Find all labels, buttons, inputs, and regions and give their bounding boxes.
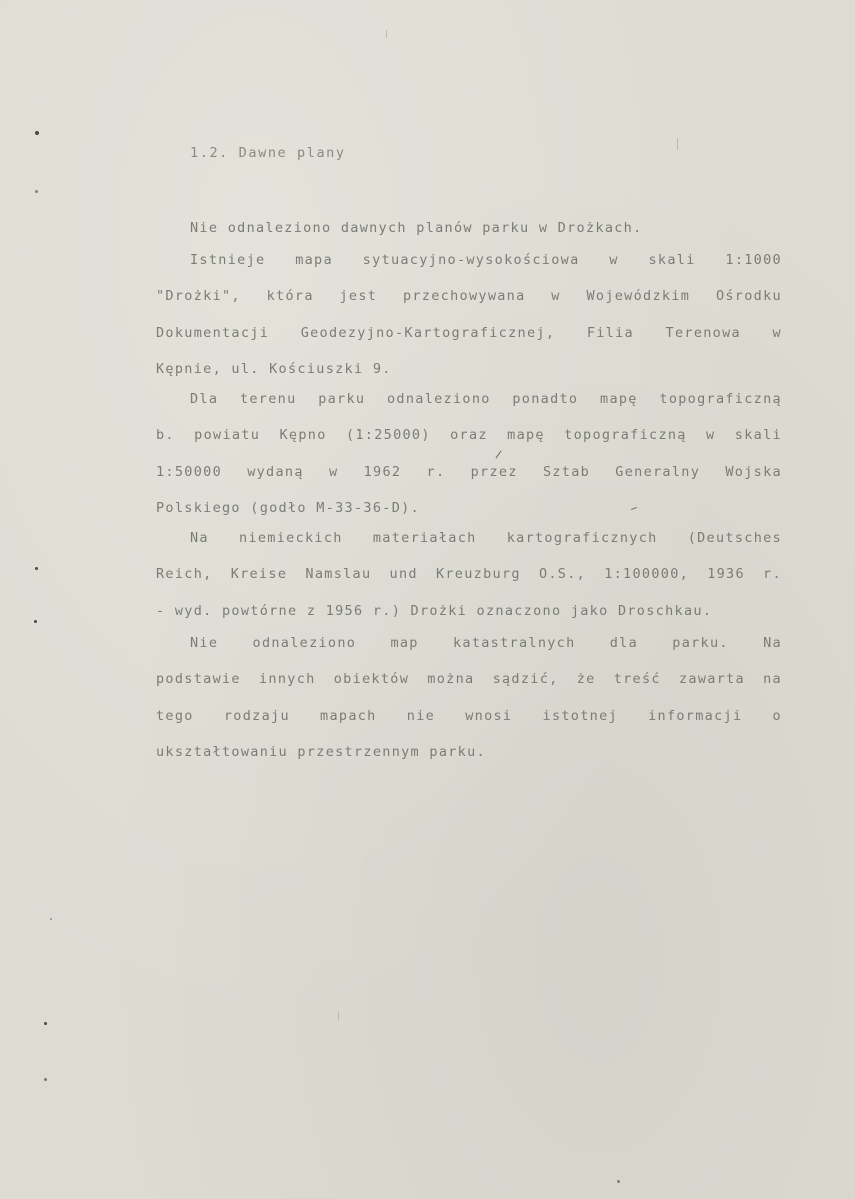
word: dla [609,635,639,651]
paragraph-5 [156,625,782,770]
word: można [427,671,475,688]
word: Wojewódzkim [586,288,691,305]
word: und [389,566,418,583]
word: terenu [239,391,297,407]
word: innych [259,671,316,688]
word: na [763,671,782,688]
text-line: Nie odnaleziono dawnych planów parku w Drożkach. [190,220,643,236]
word: treść [613,671,661,688]
word: odnaleziono [252,635,357,651]
word: skali [734,427,782,444]
text-line [156,698,782,734]
word: wnosi [465,707,513,724]
paragraph-1 [156,210,782,246]
word: parku. [672,635,729,651]
word: skali [648,252,696,268]
word: Kreise [230,566,288,583]
word: mapę [600,391,638,407]
word: sytuacyjno-wysokościowa [362,252,580,268]
word: przechowywana [402,288,526,305]
scan-speck [44,1078,47,1081]
text-line [156,417,782,453]
scan-speck [35,131,39,135]
text-line [156,315,782,351]
word: wydaną [247,463,304,480]
word: Reich, [156,566,213,583]
text-line [156,661,782,697]
word: parku [318,391,366,407]
text-line [156,454,782,490]
word: Istnieje [190,252,266,268]
word: 1962 [363,463,402,480]
word: Wojska [725,463,782,480]
scan-speck [50,918,52,920]
scan-speck [44,1022,47,1025]
text-line: - wyd. powtórne z 1956 r.) Drożki oznaczono jako Droschkau. [156,602,713,619]
word: w [772,324,782,341]
text-line [156,242,782,278]
word: Na [190,530,209,546]
paragraph-2 [156,242,782,387]
text-line: Kępnie, ul. Kościuszki 9. [156,360,392,377]
word: 1:50000 [156,463,222,480]
word: w [706,427,716,444]
text-line [156,278,782,314]
word: podstawie [156,671,241,688]
word: O.S., [538,566,587,583]
paragraph-3 [156,381,782,526]
text-line: Polskiego (godło M-33-36-D). [156,499,420,516]
word: katastralnych [452,635,576,651]
word: która [266,288,314,305]
word: informacji [648,707,743,724]
word: rodzaju [223,707,290,724]
word: odnaleziono [386,391,491,407]
word: mapę [507,427,545,444]
word: Filia [586,324,634,341]
word: Dla [190,391,219,407]
word: w [609,252,619,268]
word: nie [406,707,436,724]
word: w [328,463,339,480]
scan-scratch [338,1012,339,1020]
word: o [772,707,782,724]
section-heading: 1.2. Dawne plany [190,145,346,161]
word: map [390,635,419,651]
word: Nie [190,635,219,651]
text-line [156,520,782,556]
word: mapach [320,707,377,724]
word: tego [156,707,194,724]
text-line [156,556,782,592]
word: r. [763,566,782,583]
word: Ośrodku [715,288,782,305]
word: Terenowa [665,324,741,341]
text-line [156,625,782,661]
scan-scratch [677,138,678,150]
word: (Deutsches [687,530,782,546]
scan-speck [34,620,37,623]
word: 1:100000, [604,566,690,583]
word: 1936 [707,566,745,583]
text-line [156,381,782,417]
word: materiałach [372,530,477,546]
word: Geodezyjno-Kartograficznej, [300,324,556,341]
word: (1:25000) [345,427,431,444]
word: Kępno [279,427,327,444]
scan-speck [617,1180,620,1183]
word: niemieckich [239,530,343,546]
word: w [551,288,561,305]
scan-scratch [386,30,387,38]
word: obiektów [333,671,410,688]
word: przez [470,463,518,480]
word: r. [426,463,446,480]
word: powiatu [194,427,261,444]
word: Kreuzburg [435,566,521,583]
word: ponadto [512,391,579,407]
word: jest [339,288,378,305]
word: Generalny [615,463,701,480]
word: kartograficznych [506,530,658,546]
word: Namslau [305,566,372,583]
scan-speck [35,567,38,570]
word: 1:1000 [725,252,782,268]
word: topograficzną [659,391,782,407]
word: topograficzną [564,427,687,444]
word: Na [763,635,782,651]
word: że [576,671,596,688]
word: b. [156,427,175,444]
word: mapa [295,252,333,268]
word: istotnej [542,707,618,724]
word: oraz [450,427,488,444]
word: "Drożki", [156,288,241,305]
word: sądzić, [492,671,559,688]
text-line: ukształtowaniu przestrzennym parku. [156,743,486,760]
scan-speck [35,190,38,193]
word: zawarta [678,671,745,688]
paragraph-4 [156,520,782,629]
word: Dokumentacji [156,324,270,341]
word: Sztab [542,463,591,480]
